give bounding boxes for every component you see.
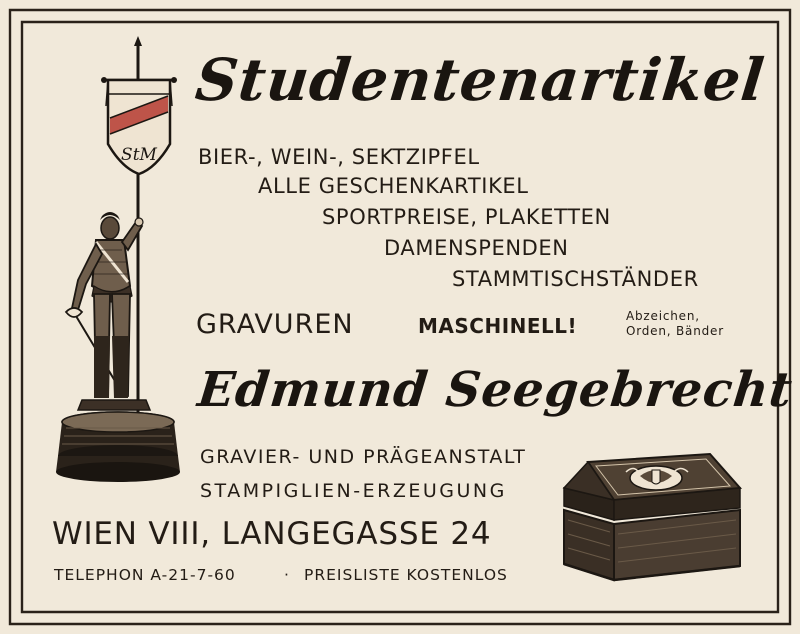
student-statue-illustration	[52, 36, 192, 496]
engraved-box-illustration	[560, 448, 750, 586]
product-item-5: STAMMTISCHSTÄNDER	[452, 267, 699, 291]
separator-dot: ·	[284, 566, 289, 584]
engraving-heading: GRAVUREN	[196, 309, 354, 340]
product-item-2: ALLE GESCHENKARTIKEL	[258, 174, 529, 198]
engraving-subheading: MASCHINELL!	[418, 314, 578, 338]
pennant-monogram: StM	[121, 145, 157, 165]
engraving-note: Abzeichen, Orden, Bänder	[626, 309, 724, 338]
company-name: Edmund Seegebrecht	[195, 362, 796, 418]
product-item-1: BIER-, WEIN-, SEKTZIPFEL	[198, 145, 480, 169]
ad-title: Studentenartikel	[192, 46, 768, 114]
telephone: TELEPHON A-21-7-60	[54, 566, 236, 584]
product-item-3: SPORTPREISE, PLAKETTEN	[322, 205, 611, 229]
service-line-1: GRAVIER- UND PRÄGEANSTALT	[200, 446, 527, 468]
product-item-4: DAMENSPENDEN	[384, 236, 569, 260]
address: WIEN VIII, LANGEGASSE 24	[52, 516, 492, 552]
service-line-2: STAMPIGLIEN-ERZEUGUNG	[200, 480, 507, 502]
pricelist-note: PREISLISTE KOSTENLOS	[304, 566, 508, 584]
